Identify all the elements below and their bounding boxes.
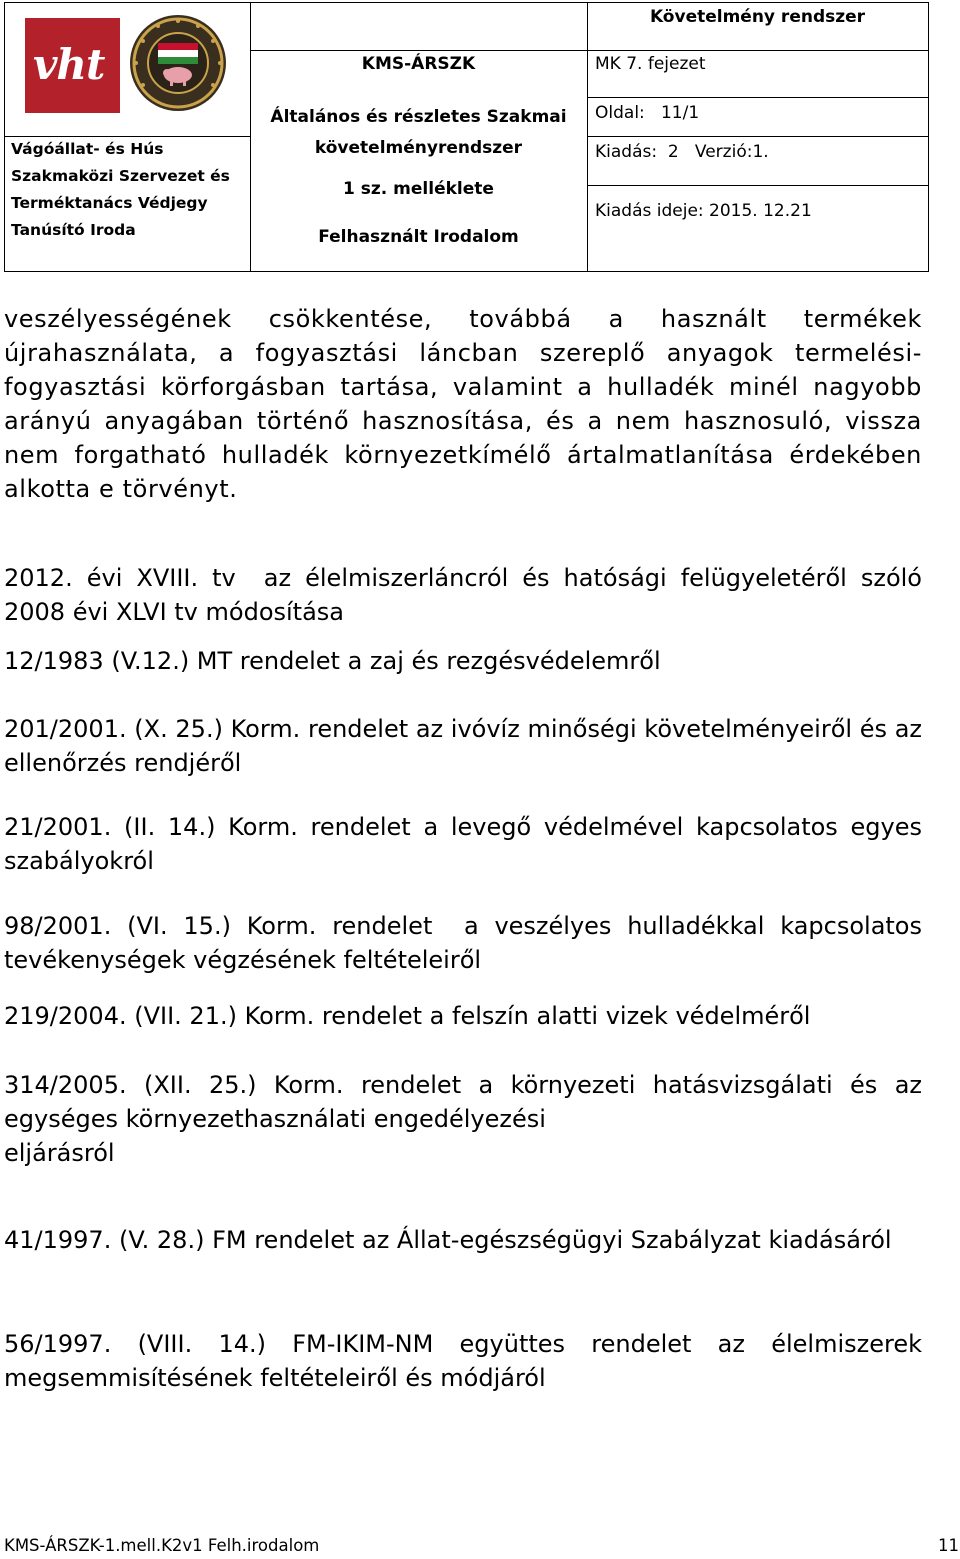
reference-item: 12/1983 (V.12.) MT rendelet a zaj és rezgésvédelemről [4,647,661,675]
org-name-line: Vágóállat- és Hús [11,140,164,158]
annex-number: 1 sz. melléklete [343,179,494,199]
reference-item: 201/2001. (X. 25.) Korm. rendelet az ivóvíz minőségi követelményeiről és az ellenőrzés rendjéről [4,715,922,777]
organization-name [11,136,230,244]
reference-item-line: eljárásról [4,1139,115,1167]
edition-label: Kiadás: 2 Verzió:1. [595,142,769,162]
footer-page-number: 11 [938,1536,959,1555]
reference-item: 21/2001. (II. 14.) Korm. rendelet a levegő védelmével kapcsolatos egyes szabályokról [4,813,922,875]
reference-item: 219/2004. (VII. 21.) Korm. rendelet a felszín alatti vizek védelméről [4,1002,811,1030]
header-meta-cell [587,3,928,271]
org-name-line: Szakmaközi Szervezet és [11,167,230,185]
footer-document-id: KMS-ÁRSZK-1.mell.K2v1 Felh.irodalom [4,1536,320,1555]
header-org-cell [5,3,250,271]
reference-item: 98/2001. (VI. 15.) Korm. rendelet a veszélyes hulladékkal kapcsolatos tevékenységek végzésének feltételeiről [4,912,930,974]
requirement-system-label: Követelmény rendszer [649,7,866,27]
reference-item: 41/1997. (V. 28.) FM rendelet az Állat-egészségügyi Szabályzat kiadásáról [4,1226,892,1254]
system-title [250,102,587,164]
system-title-line: követelményrendszer [314,138,523,158]
annex-title: Felhasznált Irodalom [318,227,519,247]
reference-item-line: 314/2005. (XII. 25.) Korm. rendelet a környezeti hatásvizsgálati és az [4,1071,922,1099]
org-name-line: Terméktanács Védjegy [11,194,208,212]
system-title-line: Általános és részletes Szakmai [270,107,567,127]
document-header [4,2,929,272]
chapter-label: MK 7. fejezet [595,54,706,74]
org-name-line: Tanúsító Iroda [11,221,136,239]
page-label: Oldal: 11/1 [595,103,700,123]
vht-logo-text: vht [33,40,105,89]
quality-seal-icon [128,13,228,113]
page-footer [4,1536,959,1555]
document-code: KMS-ÁRSZK [361,54,476,74]
reference-item-line: egységes környezethasználati engedélyezési [4,1105,546,1133]
vht-logo [25,18,120,113]
issue-date-label: Kiadás ideje: 2015. 12.21 [595,201,812,221]
reference-item: 2012. évi XVIII. tv az élelmiszerláncról és hatósági felügyeletéről szóló 2008 évi XLVI tv módosítása [4,564,930,626]
intro-paragraph: veszélyességének csökkentése, továbbá a használt termékek újrahasználata, a fogyasztási láncban szereplő anyagok termelési-fogyasztási körforgásban tartása, valamint a hulladék minél nagyobb arányú anyagában történő hasznosítása, és a nem hasznosuló, vissza nem forgatható hulladék környezetkímélő ártalmatlanítása érdekében alkotta e törvényt. [4,305,922,503]
header-title-cell [250,3,587,271]
reference-item: 56/1997. (VIII. 14.) FM-IKIM-NM együttes rendelet az élelmiszerek megsemmisítésének feltételeiről és módjáról [4,1330,922,1392]
logo-group [25,13,230,113]
